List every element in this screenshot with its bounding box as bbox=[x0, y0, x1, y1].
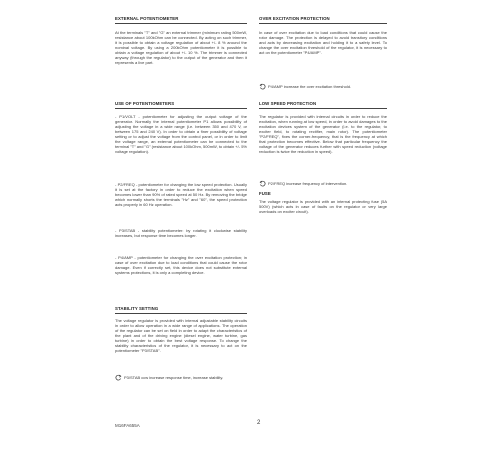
section-rule bbox=[259, 23, 387, 24]
fuse-text: The voltage regulator is provided with an internal protecting fuse (5A 500V) (which acts in case of faults on the regulator or very large overloads on exciter circuit). bbox=[259, 199, 387, 214]
over-excitation-title: OVER EXCITATION PROTECTION bbox=[259, 16, 330, 21]
low-speed-arrow-note bbox=[259, 180, 347, 187]
low-speed-protection-title: LOW SPEED PROTECTION bbox=[259, 101, 317, 106]
fuse-title: FUSE bbox=[259, 191, 271, 196]
rotate-ccw-arrow-icon bbox=[115, 374, 122, 381]
over-excitation-arrow-note bbox=[259, 83, 351, 90]
page-number: 2 bbox=[257, 420, 261, 426]
low-speed-arrow-text: P2/FREQ increase frequency of intervention. bbox=[268, 181, 348, 186]
p2-freq-paragraph: - P2/FREQ - potentiometer for changing the low speed protection. Usually it is set at the factory in order to reduce the excitation when speed becomes lower than 90% of rated speed at 50 Hz. By removing the bridge which normally shorts the terminals "Hz" and "60", the speed protection acts properly in 60 Hz operation. bbox=[115, 182, 247, 207]
rotate-cw-arrow-icon bbox=[259, 180, 266, 187]
low-speed-protection-text: The regulator is provided with internal circuits in order to reduce the excitation, when running at low speed, in order to avoid damages to the excitation devices system of the generator (i.e. to the regulator, to exciter field, to rotating rectifier, main rotor). The potentiometer "P2/FREQ", fixes the corner-frequency, that is the frequency at which that protection becomes effective. Below that particular frequency the voltage of the generator reduces further with speed reduction (voltage reduction is twice the reduction in speed). bbox=[259, 114, 387, 154]
stability-setting-title: STABILITY SETTING bbox=[115, 306, 159, 311]
external-potentiometer-title: EXTERNAL POTENTIOMETER bbox=[115, 16, 179, 21]
p1-volt-paragraph: - P1/VOLT - potentiometer for adjusting the output voltage of the generator. Normally the internal potentiometer P1 allows possibility of adjusting the voltage in a wide range (i.e. between 350 and 470 V, or between 175 and 240 V). In order to obtain a finer possibility of voltage setting or to adjust the voltage from the control panel, or in order to limit the voltage range, an external potentiometer can be connected to the terminal "T" and "G" (resistance about 100kOhm, 500mW, to obtain +/- 5% voltage regulation). bbox=[115, 114, 247, 154]
section-rule bbox=[115, 23, 247, 24]
section-rule bbox=[115, 108, 247, 109]
stability-arrow-note bbox=[115, 374, 223, 381]
section-rule bbox=[115, 313, 247, 314]
document-code: M16FA655A bbox=[115, 423, 140, 428]
stability-setting-text: The voltage regulator is provided with internal adjustable stability circuits in order to allow operation in a wide range of applications. The operation of the regulator can be set on field in order to adapt the characteristics of the plant and of the driving engine (diesel engine, water turbine, gas turbine) in order to obtain the best voltage response. To change the stability characteristics of the regulator, it is necessary to act on the potentiometer "P3/STAB". bbox=[115, 318, 247, 353]
stability-arrow-text: P3/STAB ccw increase response time, increase stability. bbox=[124, 375, 224, 380]
over-excitation-arrow-text: P4/AMP increase the over excitation threshold. bbox=[268, 84, 352, 89]
over-excitation-text: In case of over excitation due to load conditions that could cause the rotor damage. The protection is delayed to avoid transitory conditions and acts by decreasing excitation and holding it to a safety level. To change the over excitation threshold of the regulator, it is necessary to act on the potentiometer "P4/AMP". bbox=[259, 30, 387, 55]
rotate-cw-arrow-icon bbox=[259, 83, 266, 90]
external-potentiometer-text: At the terminals "T" and "G" an external trimmer (minimum rating 500mW, resistance about 100kOhm can be connected. By acting on such trimmer, it is possible to obtain a voltage regulation of about +/- 8 % around the nominal voltage. By using a 200kOhm potentiometer it is possible to obtain a voltage regulation of about +/- 10 %. The trimmer is connected anyway (through the regulator) to the output of the generator and then it represents a live part. bbox=[115, 30, 247, 65]
section-rule bbox=[259, 108, 387, 109]
p3-stab-paragraph: - P3/STAB - stability potentiometer: by rotating it clockwise stability increases, but response time becomes longer. bbox=[115, 228, 247, 238]
use-of-potentiometers-title: USE OF POTENTIOMETERS bbox=[115, 101, 175, 106]
p4-amp-paragraph: - P4/AMP - potentiometer for changing the over excitation protection; in case of over excitation due to load conditions that could cause the rotor damage. Even if correctly set, this device does not substitute external systems protections, it is only a completing device. bbox=[115, 255, 247, 275]
